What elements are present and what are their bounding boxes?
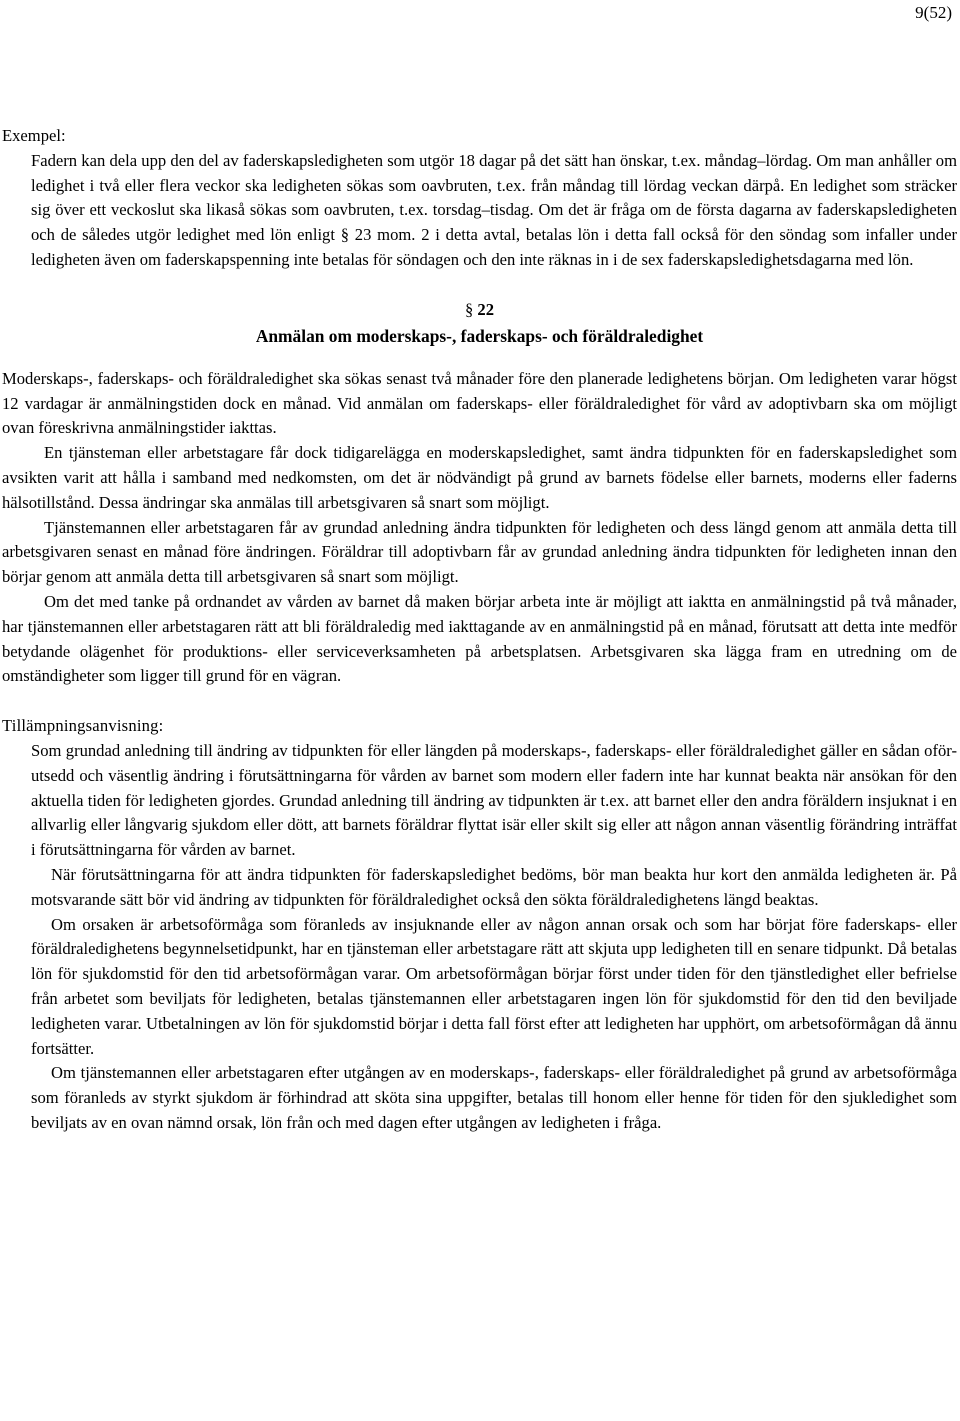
application-notes-label: Tillämpningsanvisning:: [2, 716, 164, 736]
section-paragraph-3: Tjänstemannen eller arbetstagaren får av grundad anledning ändra tidpunkten för ledigheten och dess längd genom att anmäla detta till arbetsgivaren senast en månad före ändringen. Föräldrar till adoptivbarn får av grundad anledning ändra tidpunkten för ledigheten innan den börjar genom att anmäla detta till arbetsgivaren så snart som möjligt.: [2, 517, 957, 587]
application-note-paragraph-2: När förutsättningarna för att ändra tidpunkten för faderskapsledighet bedöms, bör man beakta hur kort den anmälda ledigheten är. På motsvarande sätt bör vid ändring av tidpunkten för föräldraledighet också den sökta föräldraledighetens längd beaktas.: [31, 864, 957, 909]
example-label: Exempel:: [2, 126, 66, 145]
section-paragraph-2: En tjänsteman eller arbetstagare får dock tidigarelägga en moderskapsledighet, samt ändra tidpunkten för en faderskapsledighet som avsikten varit att hålla i samband med nedkomsten, om det är nödvändigt på grund av barnets födelse eller barnets, moderns eller faderns hälsotillstånd. Dessa ändringar ska anmälas till arbetsgivaren så snart som möjligt.: [2, 443, 957, 512]
application-note-paragraph-3: Om orsaken är arbetsoförmåga som föranleds av insjuknande eller av någon annan orsak och som har börjat före faderskaps- eller föräldraledighetens begynnelsetidpunkt, har en tjänsteman eller arbetstagare rätt att skjuta upp ledigheten till en senare tidpunkt. Då betalas lön för sjukdomstid för den tid arbetsoförmågan varar. Om arbetsoförmågan börjar först under tiden för den tjänstledighet eller befrielse från arbetet som beviljats för ledigheten, betalas tjänstemannen eller arbetstagaren ingen lön för sjukdomstid för den tid den beviljade ledigheten varar. Utbetalningen av lön för sjukdomstid börjar i detta fall först efter att ledigheten har upphört, om arbetsoförmågan då ännu fortsätter.: [31, 914, 957, 1058]
example-text: Fadern kan dela upp den del av faderskapsledigheten som utgör 18 dagar på det sätt han önskar, t.ex. måndag–lördag. Om man anhåller om ledighet i två eller flera veckor ska ledigheten sökas som oavbruten, t.ex. från måndag till lördag veckan därpå. En ledighet som sträcker sig över ett veckoslut ska likaså sökas som oavbruten, t.ex. torsdag–tisdag. Om det är fråga om de första dagarna av faderskapsledigheten och de således utgör ledighet med lön enligt § 23 mom. 2 i detta avtal, betalas lön i detta fall också för den söndag som infaller under ledigheten även om faderskapspenning inte betalas för söndagen och den inte räknas in i de sex faderskapsledighetsdagarna med lön.: [31, 150, 957, 269]
section-number: 22: [477, 299, 495, 319]
section-paragraph-4: Om det med tanke på ordnandet av vården av barnet då maken börjar arbeta inte är möjligt att iaktta en anmälningstid på två månader, har tjänstemannen eller arbetstagaren rätt att bli föräldraledig med iakttagande av en anmälningstid på en månad, förutsatt att detta inte medför betydande olägenhet för produktions- eller serviceverksamheten på arbetsplatsen. Arbetsgivaren ska lägga fram en utredning om de omständigheter som ligger till grund för en vägran.: [2, 591, 957, 686]
section-number-line: [2, 297, 957, 323]
example-block: [2, 124, 957, 273]
section-heading: [2, 297, 957, 349]
application-note-paragraph-1: Som grundad anledning till ändring av tidpunkten för eller längden på moderskaps-, faderskaps- eller föräldraledighet gäller en sådan oför-utsedd och väsentlig ändring i förutsättningarna för vården av barnet som modern eller fadern inte har kunnat beakta när ansökan för den aktuella tiden för ledigheten gjordes. Grundad anledning till ändring av tidpunkten är t.ex. att barnet eller den andra föräldern insjuknat i en allvarlig eller långvarig sjukdom eller dött, att barnets föräldrar flyttat isär eller skilt sig eller att någon annan väsentlig förändring inträffat i förutsättningarna för vården av barnet.: [31, 740, 957, 860]
section-body: [2, 367, 957, 689]
document-body: [2, 124, 957, 1136]
application-notes-body: [31, 739, 957, 1136]
page-number: 9(52): [915, 3, 952, 22]
section-title: Anmälan om moderskaps-, faderskaps- och föräldraledighet: [255, 325, 704, 346]
section-paragraph-1: Moderskaps-, faderskaps- och föräldraledighet ska sökas senast två månader före den planerade ledighetens början. Om ledigheten varar högst 12 vardagar är anmälningstiden dock en månad. Vid anmälan om faderskaps- eller föräldraledighet för vård av adoptivbarn ska om möjligt ovan föreskrivna anmälningstider iakttas.: [2, 368, 957, 438]
application-note-paragraph-4: Om tjänstemannen eller arbetstagaren efter utgången av en moderskaps-, faderskaps- eller föräldraledighet på grund av arbetsoförmåga som föranleds av styrkt sjukdom är förhindrad att sköta sina uppgifter, betalas till honom eller henne för tiden för den sjukledighet som beviljats av en ovan nämnd orsak, lön från och med dagen efter utgången av ledigheten i fråga.: [31, 1063, 957, 1132]
section-symbol: §: [464, 299, 474, 319]
